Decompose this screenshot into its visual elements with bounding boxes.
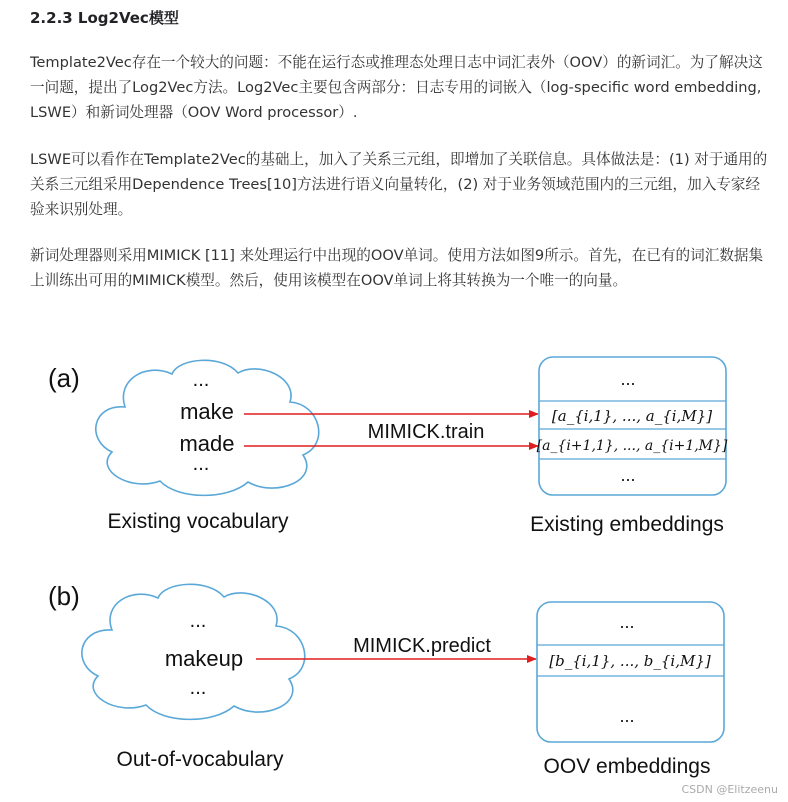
box-b-row-2: [b_{i,1}, ..., b_{i,M}]	[549, 652, 711, 670]
caption-existing-vocabulary: Existing vocabulary	[107, 510, 289, 533]
cloud-b-word-3: ...	[189, 677, 207, 699]
box-a-row-2: [a_{i,1}, ..., a_{i,M}]	[551, 407, 713, 425]
arrow-label-predict: MIMICK.predict	[353, 635, 491, 657]
caption-oov-embeddings: OOV embeddings	[543, 755, 711, 778]
cloud-b-word-1: ...	[189, 610, 207, 632]
box-b-row-3: ...	[619, 706, 635, 726]
caption-out-of-vocabulary: Out-of-vocabulary	[116, 748, 284, 771]
section-heading: 2.2.3 Log2Vec模型	[30, 9, 179, 27]
cloud-a-word-1: ...	[192, 369, 210, 391]
cloud-b-word-makeup: makeup	[164, 646, 244, 671]
box-a-row-4: ...	[620, 465, 636, 485]
caption-existing-embeddings: Existing embeddings	[530, 513, 724, 536]
box-a-row-3: [a_{i+1,1}, ..., a_{i+1,M}]	[536, 438, 728, 454]
panel-a-label: (a)	[48, 363, 80, 393]
cloud-a-word-make: make	[180, 399, 234, 424]
arrow-label-train: MIMICK.train	[367, 421, 485, 443]
csdn-watermark: CSDN @Elitzeenu	[681, 783, 778, 796]
box-a-row-1: ...	[620, 369, 636, 389]
paragraph-mimick: 新词处理器则采用MIMICK [11] 来处理运行中出现的OOV单词。使用方法如图9所示。首先，在已有的词汇数据集上训练出可用的MIMICK模型。然后，使用该模型在OOV单词上将其转换为一个唯一的向量。	[30, 247, 764, 289]
box-b-row-1: ...	[619, 612, 635, 632]
paragraph-lswe: LSWE可以看作在Template2Vec的基础上，加入了关系三元组，即增加了关联信息。具体做法是：(1) 对于通用的关系三元组采用Dependence Trees[10]方法进行语义向量转化，(2) 对于业务领域范围内的三元组，加入专家经验来识别处理。	[30, 151, 768, 218]
cloud-a-word-4: ...	[192, 453, 210, 475]
figure-mimick-diagram	[0, 340, 788, 802]
paragraph-oov-problem: Template2Vec存在一个较大的问题：不能在运行态或推理态处理日志中词汇表外（OOV）的新词汇。为了解决这一问题，提出了Log2Vec方法。Log2Vec主要包含两部分：日志专用的词嵌入（log-specific word embedding, LSWE）和新词处理器（OOV Word processor）.	[30, 54, 763, 121]
panel-b-label: (b)	[48, 581, 80, 611]
cloud-a-word-made: made	[179, 431, 235, 456]
